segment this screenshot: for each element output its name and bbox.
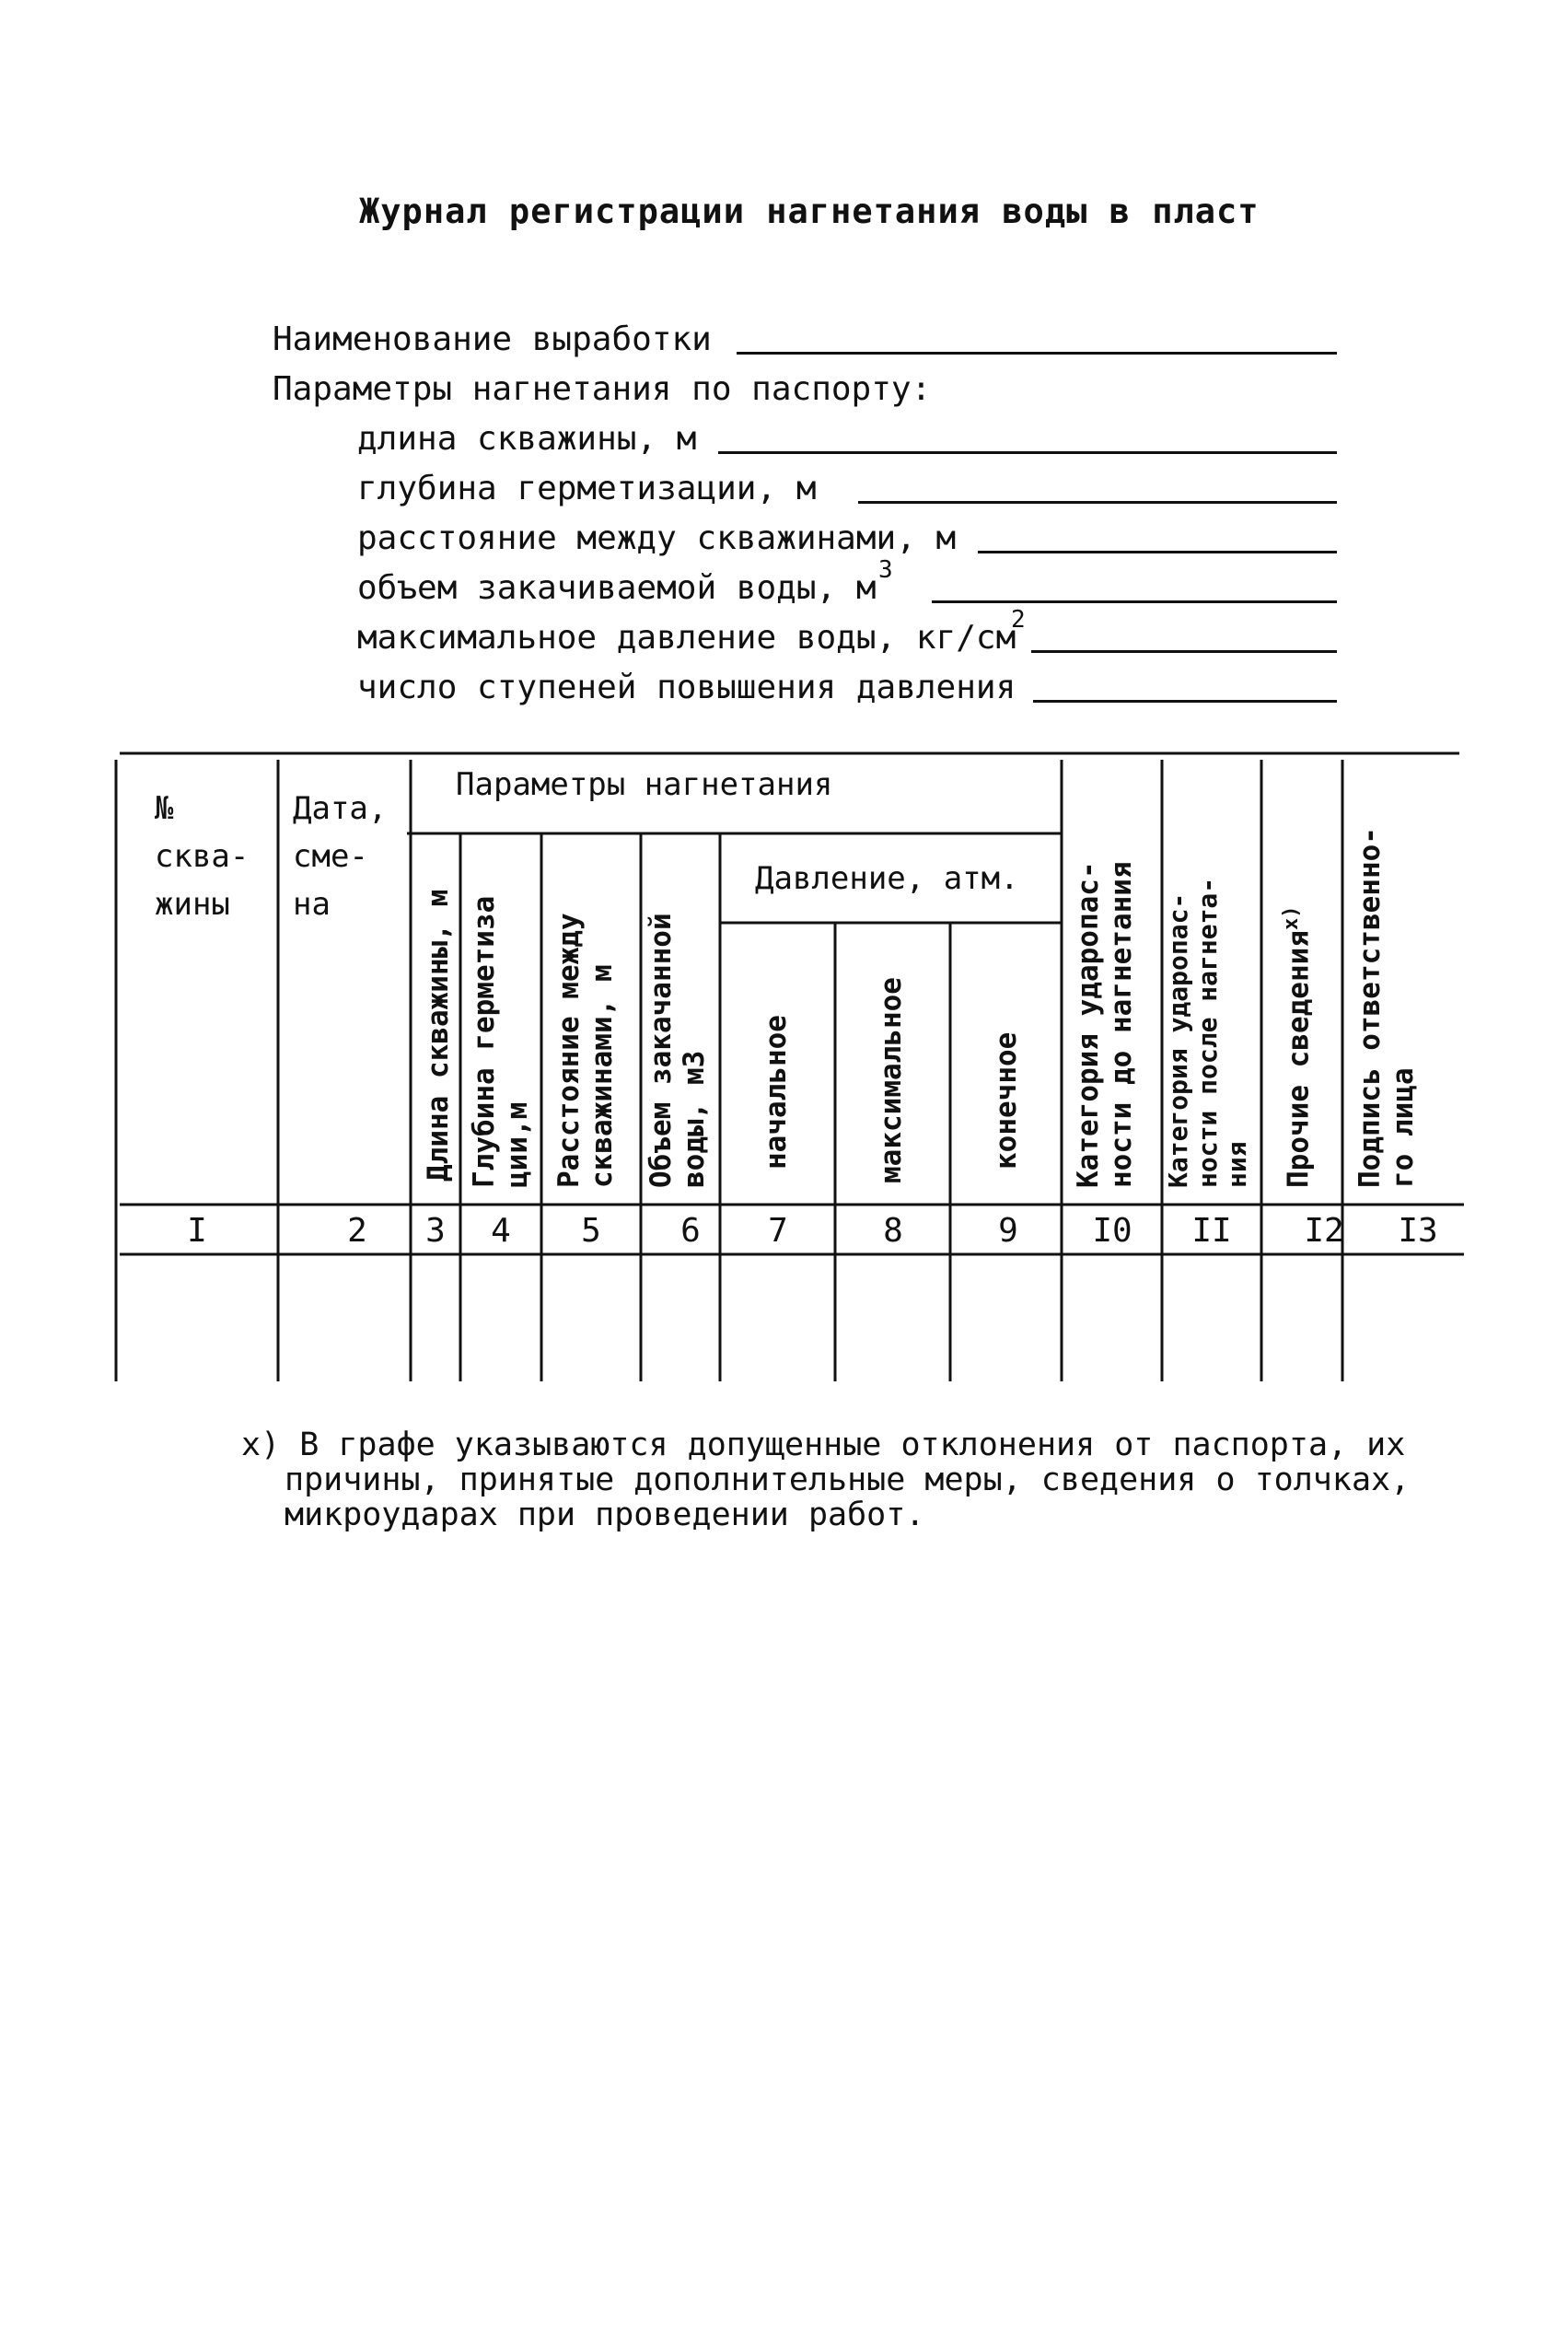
col-number: I0 (1092, 1212, 1132, 1250)
col-number: 6 (680, 1212, 701, 1250)
col-number: 3 (425, 1212, 446, 1250)
params-group-header: Параметры нагнетания (456, 766, 833, 803)
max-pressure-superscript: 2 (1011, 606, 1026, 634)
pressure-group-header: Давление, атм. (755, 860, 1019, 897)
col-1-header-line3: жины (155, 886, 230, 923)
col-number: 8 (883, 1212, 903, 1250)
footnote-line: x) В графе указываются допущенные отклонения от паспорта, их (241, 1427, 1406, 1463)
footnote-line: микроударах при проведении работ. (285, 1496, 925, 1533)
col-2-header-line1: Дата, (293, 790, 388, 827)
col-number: 5 (581, 1212, 601, 1250)
col-number: I (187, 1212, 207, 1250)
col-2-header-line2: сме- (293, 838, 368, 875)
col-number: II (1191, 1212, 1232, 1250)
col-2-header-line3: на (293, 886, 331, 923)
col-number: I3 (1398, 1212, 1438, 1250)
water-volume-label: объем закачиваемой воды, м (357, 569, 877, 607)
journal-title: Журнал регистрации нагнетания воды в пласт (359, 192, 1260, 231)
col-number: I2 (1304, 1212, 1344, 1250)
col-number: 7 (768, 1212, 788, 1250)
col-number: 9 (998, 1212, 1018, 1250)
col-1-header-line1: № (155, 790, 174, 827)
steps-label: число ступеней повышения давления (357, 669, 1016, 706)
col-1-header-line2: сква- (155, 838, 250, 875)
distance-label: расстояние между скважинами, м (357, 519, 957, 557)
footnote (241, 1427, 1410, 1532)
max-pressure-label: максимальное давление воды, кг/см (357, 619, 1016, 657)
col-number: 4 (491, 1212, 511, 1250)
col-number: 2 (347, 1212, 367, 1250)
col-12-footnote-mark: x) (1280, 905, 1303, 931)
borehole-length-label: длина скважины, м (357, 420, 697, 458)
sealing-depth-label: глубина герметизации, м (357, 470, 817, 507)
footnote-line: причины, принятые дополнительные меры, сведения о толчках, (285, 1461, 1411, 1498)
water-volume-superscript: 3 (878, 556, 893, 584)
params-heading: Параметры нагнетания по паспорту: (273, 370, 932, 408)
working-name-label: Наименование выработки (273, 320, 712, 358)
